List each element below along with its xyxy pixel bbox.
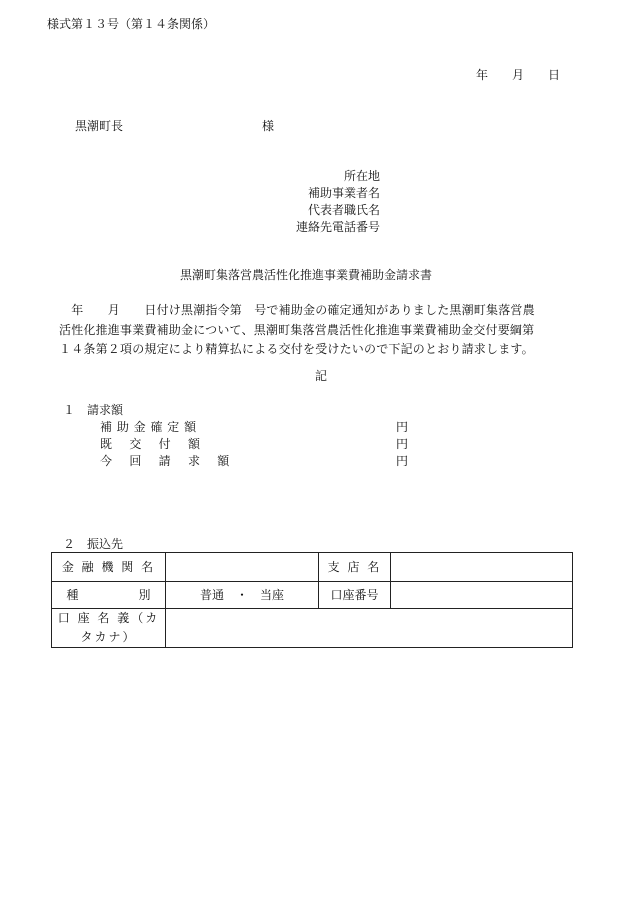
amount-list — [100, 421, 410, 472]
bank-transfer-table — [51, 552, 573, 648]
bank-name-field[interactable] — [166, 553, 319, 582]
amount-row-received — [100, 438, 410, 455]
body-line-3: １４条第２項の規定により精算払による交付を受けたいので下記のとおり請求します。 — [59, 342, 534, 356]
section1-heading: １ 請求額 — [63, 403, 124, 417]
amount-label: 既 交 付 額 — [100, 437, 201, 451]
addressee-suffix: 様 — [262, 119, 275, 133]
applicant-block — [296, 170, 380, 238]
account-holder-field[interactable] — [166, 609, 573, 648]
amount-unit: 円 — [396, 454, 409, 468]
document-title: 黒潮町集落営農活性化推進事業費補助金請求書 — [180, 268, 433, 282]
amount-row-requested — [100, 455, 410, 472]
account-type-label: 種 別 — [52, 582, 166, 609]
phone-label: 連絡先電話番号 — [295, 220, 380, 234]
addressee-name: 黒潮町長 — [75, 119, 124, 133]
date-line: 年 月 日 — [476, 68, 561, 82]
branch-name-field[interactable] — [391, 553, 573, 582]
account-type-options[interactable]: 普通 ・ 当座 — [166, 582, 319, 609]
amount-unit: 円 — [396, 437, 409, 451]
amount-unit: 円 — [396, 420, 409, 434]
body-line-1: 年 月 日付け黒潮指令第 号で補助金の確定通知がありました黒潮町集落営農 — [59, 303, 535, 317]
amount-label: 補 助 金 確 定 額 — [100, 420, 197, 434]
amount-label: 今 回 請 求 額 — [100, 454, 230, 468]
account-number-field[interactable] — [391, 582, 573, 609]
section2-heading: ２ 振込先 — [63, 537, 124, 551]
body-line-2: 活性化推進事業費補助金について、黒潮町集落営農活性化推進事業費補助金交付要綱第 — [59, 322, 535, 337]
business-name-label: 補助事業者名 — [307, 186, 380, 200]
address-label: 所在地 — [343, 169, 380, 183]
amount-row-confirmed — [100, 421, 410, 438]
table-row — [52, 582, 573, 609]
note-heading: 記 — [315, 369, 328, 383]
account-number-label: 口座番号 — [319, 582, 391, 609]
form-number: 様式第１３号（第１４条関係） — [47, 17, 216, 31]
table-row — [52, 609, 573, 648]
bank-name-label: 金 融 機 関 名 — [52, 553, 166, 582]
account-holder-label: 口 座 名 義（カタカナ） — [52, 609, 166, 648]
body-text — [59, 301, 581, 360]
table-row — [52, 553, 573, 582]
branch-name-label: 支 店 名 — [319, 553, 391, 582]
representative-label: 代表者職氏名 — [307, 203, 380, 217]
